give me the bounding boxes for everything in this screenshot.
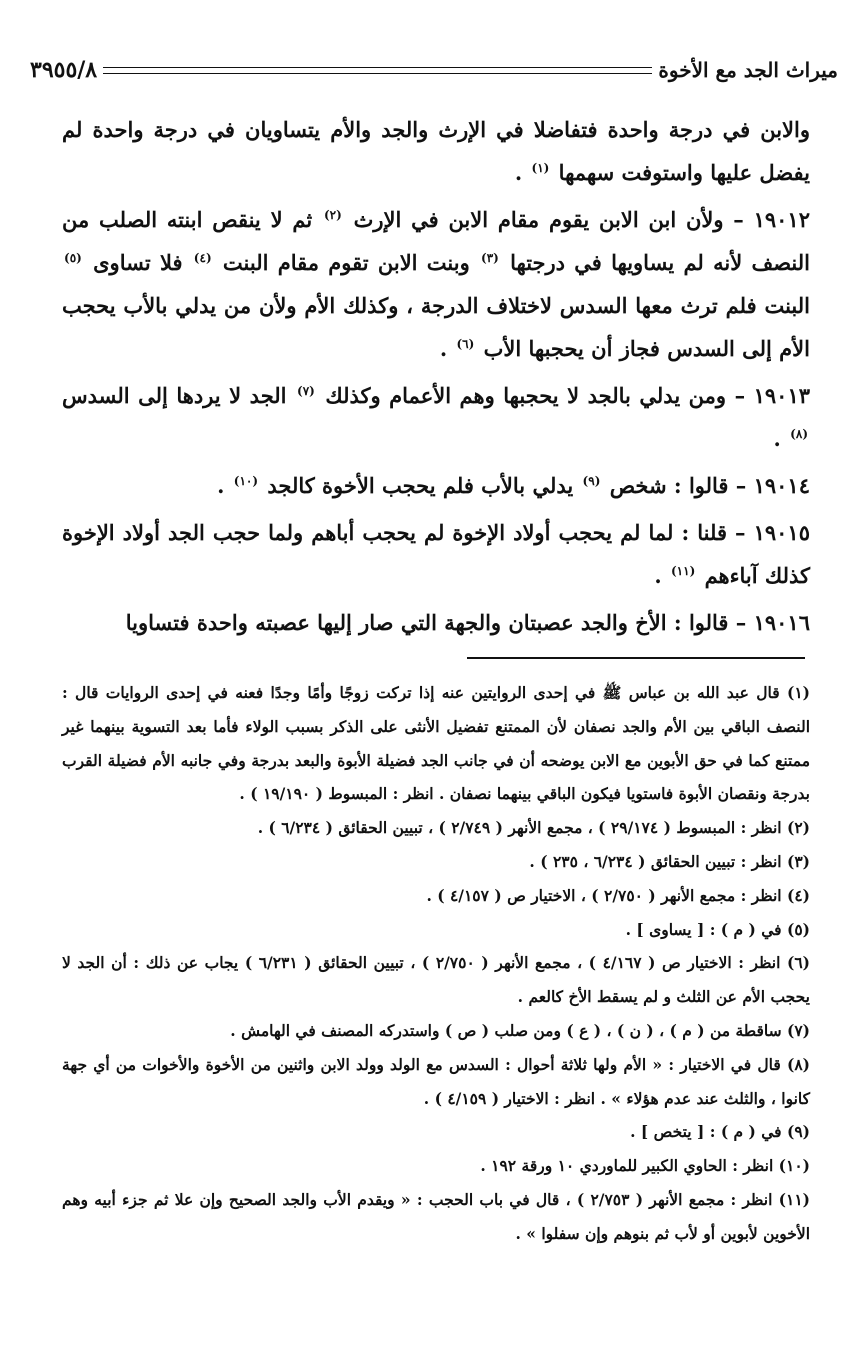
paragraph-number: ١٩٠١٣	[753, 383, 811, 408]
paragraph-text: – قالوا : شخص	[609, 473, 747, 498]
paragraph	[62, 374, 810, 460]
paragraph-end: .	[514, 160, 523, 185]
footnote-ref[interactable]: (١١)	[670, 564, 696, 578]
paragraph-text: – قلنا : لما لم يحجب أولاد الإخوة لم يحجب أباهم ولما حجب الجد أولاد الإخوة كذلك آباءهم	[62, 520, 810, 588]
main-text	[62, 108, 810, 648]
paragraph-number: ١٩٠١٤	[753, 473, 810, 498]
paragraph	[62, 511, 810, 597]
footnote: (٩) في ( م ) : [ يتخص ] .	[630, 1122, 810, 1142]
footnote: (١) قال عبد الله بن عباس ﷺ في إحدى الروايتين عنه إذا تركت زوجًا وأمًا وجدًا فعنه في إحدى الروايات قال : النصف الباقي بين الأم والجد نصفان لأن الممتنع تفضيل الأنثى على الذكر بسبب الولاء فأما بعد التسوية بينهما غير ممتنع كما في حق الأبوين مع الابن يوضحه أن في جانب الجد فضيلة الأبوة والبعد بدرجة وفي جانبه الأم فضيلة القرب بدرجة ونقصان الأبوة فاستويا فيكون الباقي بينهما نصفان . انظر : المبسوط ( ١٩/١٩٠ ) .	[62, 683, 810, 804]
footnote: (٦) انظر : الاختيار ص ( ٤/١٦٧ ) ، مجمع الأنهر ( ٢/٧٥٠ ) ، تبيين الحقائق ( ٦/٢٣١ ) يجاب عن ذلك : أن الجد لا يحجب الأم عن الثلث و لم يسقط الأخ كالعم .	[62, 953, 810, 1007]
footnote: (٣) انظر : تبيين الحقائق ( ٦/٢٣٤ ، ٢٣٥ ) .	[529, 851, 810, 871]
footnote-ref[interactable]: (١٠)	[233, 474, 259, 488]
paragraph-end: .	[439, 336, 448, 361]
paragraph-text: وبنت الابن تقوم مقام البنت	[222, 250, 470, 275]
footnote-ref[interactable]: (٩)	[582, 474, 601, 488]
footnote-divider	[467, 657, 805, 659]
paragraph-end: .	[773, 426, 781, 451]
paragraph-text: البنت فلم ترث معها السدس لاختلاف الدرجة ، وكذلك الأم ولأن من يدلي بالأب يحجب الأم إلى السدس فجاز أن يحجبها الأب	[62, 293, 810, 361]
footnote-ref[interactable]: (٧)	[297, 384, 315, 398]
running-title: ميراث الجد مع الأخوة	[658, 58, 838, 82]
footnotes	[62, 676, 810, 1251]
footnote: (١١) انظر : مجمع الأنهر ( ٢/٧٥٣ ) ، قال في باب الحجب : « ويقدم الأب والجد الصحيح وإن علا ثم جزء أبيه وهم الأخوين لأبوين أو لأب ثم بنوهم وإن سفلوا » .	[62, 1189, 810, 1243]
footnote-ref[interactable]: (٦)	[456, 337, 475, 351]
paragraph-number: ١٩٠١٥	[753, 520, 810, 545]
footnote: (٤) انظر : مجمع الأنهر ( ٢/٧٥٠ ) ، الاختيار ص ( ٤/١٥٧ ) .	[426, 885, 810, 905]
footnote: (١٠) انظر : الحاوي الكبير للماوردي ١٠ ورقة ١٩٢ .	[480, 1156, 810, 1176]
paragraph-text: والابن في درجة واحدة فتفاضلا في الإرث والجد والأم يتساويان في درجة واحدة لم يفضل عليها واستوفت سهمها	[62, 117, 810, 185]
footnote-ref[interactable]: (٤)	[193, 251, 212, 265]
footnote: (٨) قال في الاختيار : « الأم ولها ثلاثة أحوال : السدس مع الولد وولد الابن واثنين من الأخوة والأخوات من أي جهة كانوا ، والثلث عند عدم هؤلاء » . انظر : الاختيار ( ٤/١٥٩ ) .	[62, 1054, 810, 1108]
footnote-ref[interactable]: (٥)	[64, 251, 82, 265]
footnote-ref[interactable]: (٨)	[790, 427, 808, 441]
paragraph-text: يدلي بالأب فلم يحجب الأخوة كالجد	[267, 473, 574, 498]
footnote: (٢) انظر : المبسوط ( ٢٩/١٧٤ ) ، مجمع الأنهر ( ٢/٧٤٩ ) ، تبيين الحقائق ( ٦/٢٣٤ ) .	[257, 818, 810, 838]
paragraph-text: – قالوا : الأخ والجد عصبتان والجهة التي صار إليها عصبته واحدة فتساويا	[125, 610, 747, 635]
paragraph	[62, 198, 810, 370]
paragraph-text: فلا تساوى	[93, 250, 183, 275]
header-rule	[103, 67, 652, 74]
paragraph-end: .	[217, 473, 225, 498]
paragraph-text: – ومن يدلي بالجد لا يحجبها وهم الأعمام وكذلك	[325, 383, 746, 408]
footnote-ref[interactable]: (٢)	[323, 208, 342, 222]
paragraph-number: ١٩٠١٦	[753, 610, 810, 635]
paragraph	[62, 464, 810, 507]
paragraph-text: – ولأن ابن الابن يقوم مقام الابن في الإرث	[353, 207, 744, 232]
paragraph	[62, 108, 810, 194]
footnote: (٧) ساقطة من ( م ) ، ( ن ) ، ( ع ) ومن صلب ( ص ) واستدركه المصنف في الهامش .	[230, 1020, 810, 1040]
page-number: ٣٩٥٥/٨	[30, 57, 98, 83]
paragraph-end: .	[654, 563, 662, 588]
paragraph	[62, 601, 810, 644]
footnote: (٥) في ( م ) : [ يساوى ] .	[625, 919, 810, 939]
paragraph-text: ثم لا ينقص ابنته الصلب من النصف لأنه لم يساويها في درجتها	[62, 207, 810, 275]
footnote-ref[interactable]: (١)	[531, 161, 550, 175]
paragraph-number: ١٩٠١٢	[753, 207, 810, 232]
paragraph-text: الجد لا يردها إلى السدس	[62, 383, 287, 408]
page-header	[30, 50, 838, 90]
footnote-ref[interactable]: (٣)	[481, 251, 499, 265]
